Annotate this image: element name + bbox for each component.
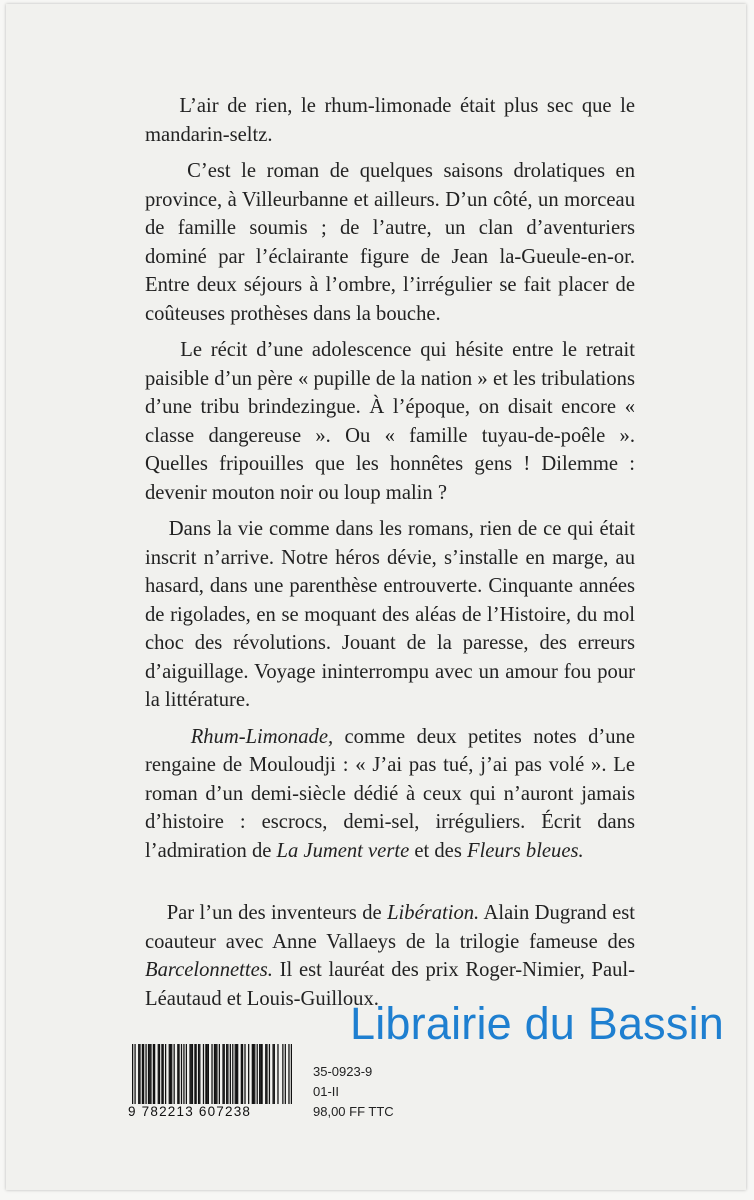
barcode-bar (235, 1044, 236, 1104)
barcode-bar (260, 1044, 261, 1104)
barcode-bar (139, 1044, 140, 1104)
barcode-bar (194, 1044, 195, 1104)
barcode-bar (189, 1044, 190, 1104)
barcode-bar (291, 1044, 292, 1104)
newspaper-name: Libération. (387, 902, 480, 924)
barcode-bar (163, 1044, 164, 1104)
barcode-bar (186, 1044, 187, 1104)
reference-code: 35-0923-9 (313, 1064, 373, 1079)
barcode-bar (248, 1044, 249, 1104)
barcode-bar (288, 1044, 289, 1104)
barcode-bar (222, 1044, 223, 1104)
isbn-number: 9 782213 607238 (128, 1104, 252, 1119)
barcode-bar (192, 1044, 193, 1104)
barcode-bar (178, 1044, 179, 1104)
barcode-bar (150, 1044, 151, 1104)
book-title: Rhum-Limonade, (190, 725, 334, 748)
barcode-bar (211, 1044, 212, 1104)
barcode-bar (138, 1044, 139, 1104)
back-cover-blurb (145, 92, 635, 1021)
barcode-bar (149, 1044, 150, 1104)
barcode-bar (198, 1044, 199, 1104)
barcode-bar (174, 1044, 175, 1104)
barcode-bar (285, 1044, 286, 1104)
blurb-paragraph-2: C’est le roman de quelques saisons drolatiques en province, à Villeurbanne et ailleurs. D’un côté, un morceau de famille soumis ; de l’autre, un clan d’aventuriers dominé par l’éclairante figure de Jean la-Gueule-en-or. Entre deux séjours à l’ombre, l’irrégulier se fait placer de coûteuses prothèses dans la bouche. (145, 160, 635, 325)
barcode-bar (282, 1044, 283, 1104)
barcode-bar (142, 1044, 143, 1104)
barcode-bar (159, 1044, 160, 1104)
barcode-bar (232, 1044, 233, 1104)
edition-code: 01-II (313, 1084, 340, 1099)
barcode-bar (191, 1044, 192, 1104)
barcode-bar (148, 1044, 149, 1104)
barcode-bar (170, 1044, 171, 1104)
author-bio: Par l’un des inventeurs de Libération. Alain Dugrand est coauteur avec Anne Vallaeys de la trilogie fameuse des Barcelonnettes. Il est lauréat des prix Roger-Nimier, Paul-Léautaud et Louis-Guilloux. (145, 902, 636, 1010)
barcode-bar (171, 1044, 172, 1104)
barcode-bar (161, 1044, 162, 1104)
barcode-bar (241, 1044, 242, 1104)
barcode-bar (244, 1044, 245, 1104)
barcode-bar (214, 1044, 215, 1104)
barcode-bar (266, 1044, 267, 1104)
barcode-bar (207, 1044, 208, 1104)
barcode-bar (274, 1044, 275, 1104)
barcode-bar (169, 1044, 170, 1104)
barcode-bar (237, 1044, 238, 1104)
price-codes (313, 1062, 394, 1122)
barcode-bar (242, 1044, 243, 1104)
bookshop-watermark: Librairie du Bassin (350, 998, 724, 1049)
blurb-paragraph-5: Rhum-Limonade, comme deux petites notes d’une rengaine de Mouloudji : « J’ai pas tué, j’ai pas volé ». Le roman d’un demi-siècle dédié à ceux qui n’auront jamais d’histoire : escrocs, demi-sel, irréguliers. Écrit dans l’admiration de La Jument verte et des Fleurs bleues. (145, 725, 635, 862)
series-name: Barcelonnettes. (145, 959, 273, 981)
barcode-bar (252, 1044, 253, 1104)
referenced-book-1: La Jument verte (276, 839, 410, 862)
barcode-bar (259, 1044, 260, 1104)
isbn-barcode (128, 1044, 292, 1128)
barcode-bar (196, 1044, 197, 1104)
barcode-bar (272, 1044, 273, 1104)
barcode-bar (199, 1044, 200, 1104)
referenced-book-2: Fleurs bleues. (466, 839, 584, 862)
blurb-paragraph-3: Le récit d’une adolescence qui hésite entre le retrait paisible d’un père « pupille de la nation » et les tribulations d’une tribu brindezingue. À l’époque, on disait encore « classe dangereuse ». Ou « famille tuyau-de-poêle ». Quelles fripouilles que les honnêtes gens ! Dilemme : devenir mouton noir ou loup malin ? (145, 339, 635, 504)
barcode-bar (227, 1044, 228, 1104)
barcode-bar (215, 1044, 216, 1104)
barcode-bar (208, 1044, 209, 1104)
barcode-bar (132, 1044, 133, 1104)
barcode-bar (257, 1044, 258, 1104)
barcode-bar (236, 1044, 237, 1104)
barcode-bar (153, 1044, 154, 1104)
barcode-bar (203, 1044, 204, 1104)
barcode-bar (224, 1044, 225, 1104)
barcode-bar (205, 1044, 206, 1104)
barcode-bar (254, 1044, 255, 1104)
barcode-bar (158, 1044, 159, 1104)
barcode-bar (261, 1044, 262, 1104)
blurb-paragraph-4: Dans la vie comme dans les romans, rien de ce qui était inscrit n’arrive. Notre héros dévie, s’installe en marge, au hasard, dans une parenthèse entrouverte. Cinquante années de rigolades, en se moquant des aléas de l’Histoire, du mol choc des révolutions. Jouant de la paresse, des erreurs d’aiguillage. Voyage ininterrompu avec un amour fou pour la littérature. (145, 518, 635, 711)
barcode-bar (265, 1044, 266, 1104)
price-label: 98,00 FF TTC (313, 1104, 394, 1119)
barcode-bar (277, 1044, 278, 1104)
barcode-bar (145, 1044, 146, 1104)
barcode-bars (132, 1044, 292, 1104)
blurb-paragraph-1: L’air de rien, le rhum-limonade était plus sec que le mandarin-seltz. (145, 95, 636, 146)
barcode-bar (154, 1044, 155, 1104)
barcode-bar (230, 1044, 231, 1104)
barcode-bar (216, 1044, 217, 1104)
barcode-bar (165, 1044, 166, 1104)
barcode-bar (226, 1044, 227, 1104)
barcode-bar (219, 1044, 220, 1104)
barcode-bar (269, 1044, 270, 1104)
barcode-bar (181, 1044, 182, 1104)
barcode-bar (177, 1044, 178, 1104)
barcode-bar (253, 1044, 254, 1104)
barcode-bar (143, 1044, 144, 1104)
barcode-bar (183, 1044, 184, 1104)
barcode-bar (134, 1044, 135, 1104)
